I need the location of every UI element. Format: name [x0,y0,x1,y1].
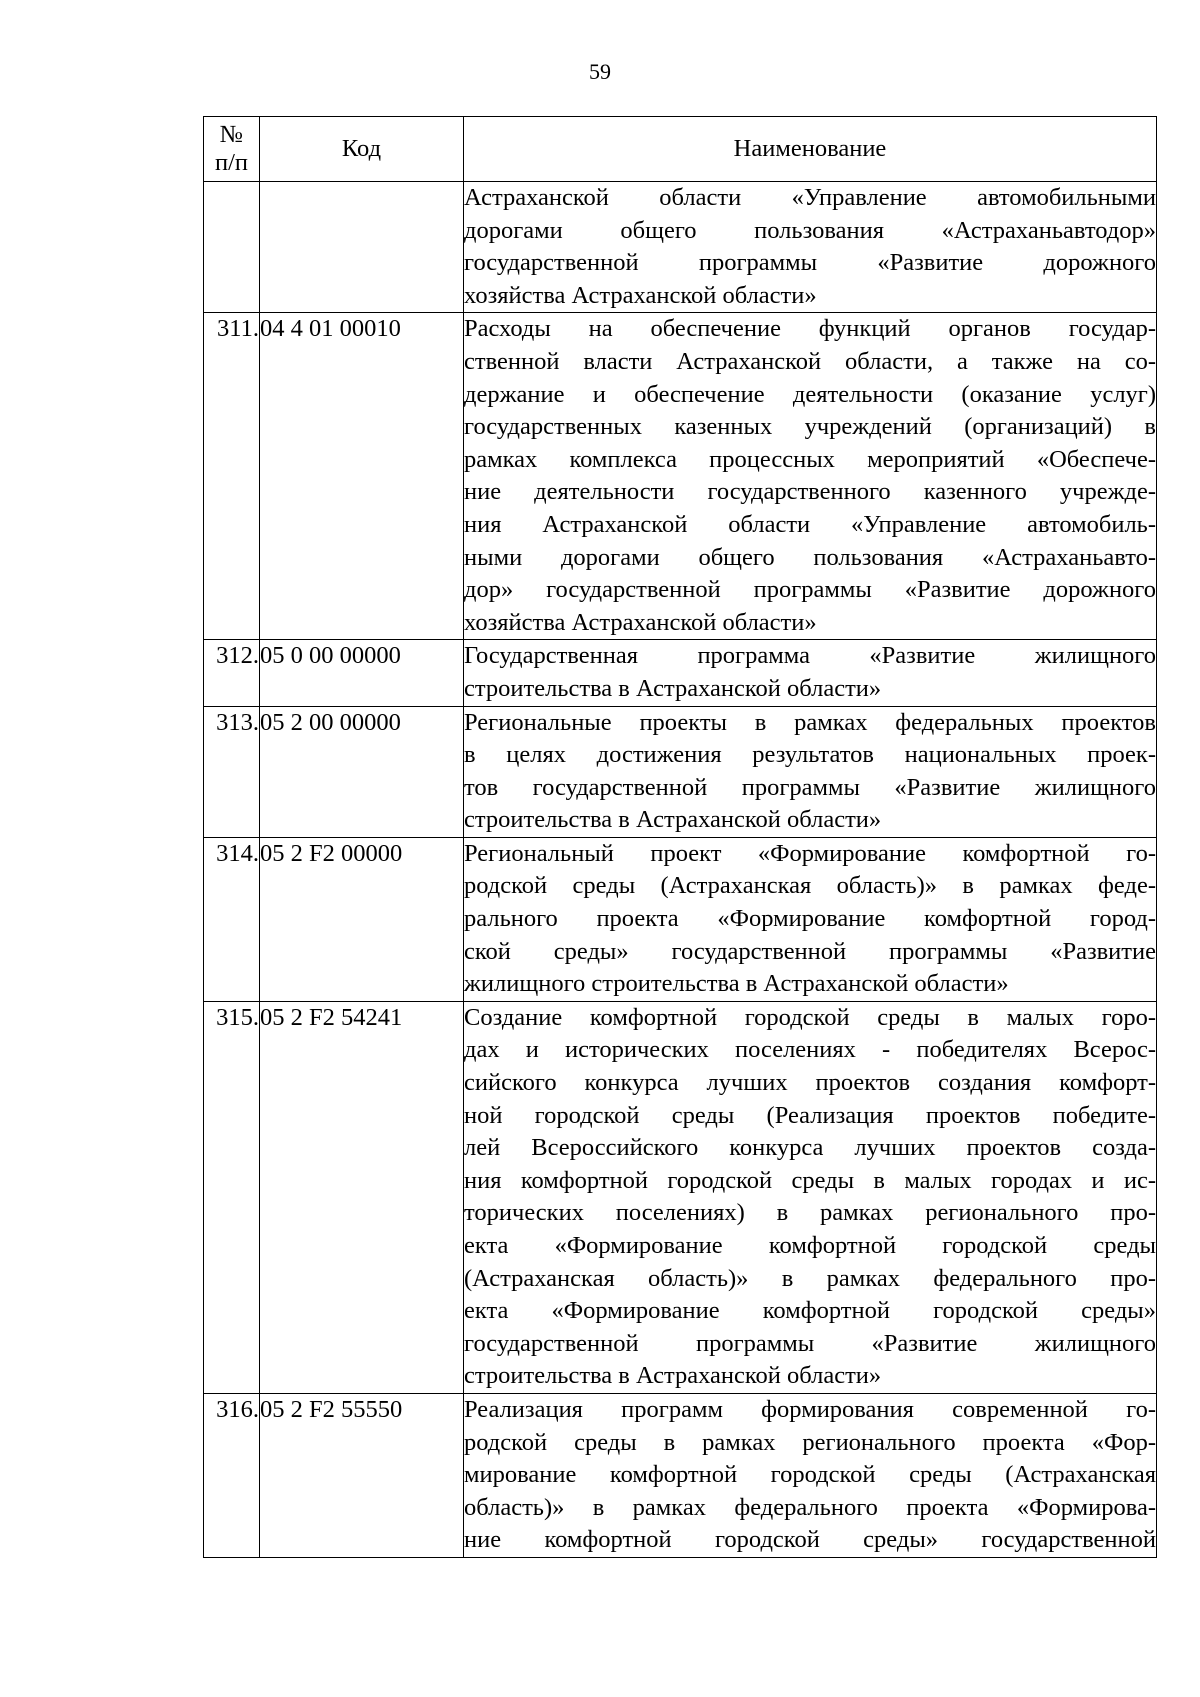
row-name-line: Астраханской области «Управление автомобильными [464,184,1156,211]
header-code-label: Код [341,134,382,162]
row-code: 05 2 00 00000 [260,706,464,837]
row-name-line: жилищного строительства в Астраханской области» [464,970,1009,998]
row-name [464,313,1157,640]
row-name-line: область)» в рамках федерального проекта «Формирова- [464,1493,1156,1521]
row-code [260,182,464,313]
row-name-line: хозяйства Астраханской области» [464,281,817,309]
row-name-line: государственной программы «Развитие жилищного [464,1329,1156,1357]
row-name-line: дах и исторических поселениях - победителях Всерос- [464,1036,1156,1064]
row-code: 05 0 00 00000 [260,640,464,706]
row-name-line: ской среды» государственной программы «Развитие [464,937,1156,965]
row-name-line: строительства в Астраханской области» [464,674,882,702]
table-body [204,182,1157,1558]
row-number: 314. [204,837,260,1001]
row-number [204,182,260,313]
row-code: 05 2 F2 55550 [260,1393,464,1557]
row-name-line: родской среды в рамках регионального проекта «Фор- [464,1428,1156,1456]
row-name-line: рамках комплекса процессных мероприятий «Обеспече- [464,445,1156,473]
row-name-line: дорогами общего пользования «Астраханьавтодор» [464,216,1156,244]
row-name-line: в целях достижения результатов национальных проек- [464,741,1156,769]
row-name-line: ственной власти Астраханской области, а также на со- [464,347,1156,375]
row-number: 315. [204,1001,260,1393]
row-name-line: лей Всероссийского конкурса лучших проектов созда- [464,1134,1156,1162]
row-code: 05 2 F2 54241 [260,1001,464,1393]
row-name [464,640,1157,706]
row-name-line: (Астраханская область)» в рамках федерального про- [464,1264,1156,1292]
row-name-line: государственной программы «Развитие дорожного [464,249,1156,277]
row-name-line: Региональный проект «Формирование комфортной го- [464,839,1156,867]
row-name-line: ния Астраханской области «Управление автомобиль- [464,510,1156,538]
table-row [204,837,1157,1001]
row-name [464,182,1157,313]
header-num-line1: № [219,121,244,148]
row-name-line: Региональные проекты в рамках федеральных проектов [464,708,1156,736]
row-name-line: екта «Формирование комфортной городской среды» [464,1297,1156,1325]
row-name-line: тов государственной программы «Развитие жилищного [464,773,1156,801]
row-name [464,1001,1157,1393]
row-name-line: строительства в Астраханской области» [464,806,882,834]
row-name-line: хозяйства Астраханской области» [464,608,817,636]
row-number: 311. [204,313,260,640]
page-number: 59 [589,59,611,84]
table-row [204,313,1157,640]
table-row [204,640,1157,706]
header-code [260,117,464,182]
row-name-line: ными дорогами общего пользования «Астраханьавто- [464,543,1156,571]
table-row [204,1393,1157,1557]
row-number: 312. [204,640,260,706]
header-name-label: Наименование [733,134,887,162]
header-num-line2: п/п [214,149,249,176]
row-code: 04 4 01 00010 [260,313,464,640]
row-name-line: ния комфортной городской среды в малых городах и ис- [464,1166,1156,1194]
table-row [204,1001,1157,1393]
row-name-line: строительства в Астраханской области» [464,1362,882,1390]
row-name-line: дор» государственной программы «Развитие дорожного [464,576,1156,604]
row-name-line: Государственная программа «Развитие жилищного [464,642,1156,670]
row-name-line: Создание комфортной городской среды в малых горо- [464,1003,1156,1031]
row-name-line: торических поселениях) в рамках регионального про- [464,1199,1156,1227]
row-name-line: сийского конкурса лучших проектов создания комфорт- [464,1069,1156,1097]
row-name [464,706,1157,837]
row-name-line: ние комфортной городской среды» государственной [464,1526,1156,1554]
row-name-line: ние деятельности государственного казенного учрежде- [464,478,1156,506]
header-num [204,117,260,182]
row-name-line: мирование комфортной городской среды (Астраханская [464,1461,1156,1489]
row-name-line: рального проекта «Формирование комфортной город- [464,905,1156,933]
row-code: 05 2 F2 00000 [260,837,464,1001]
row-name [464,1393,1157,1557]
row-name-line: родской среды (Астраханская область)» в рамках феде- [464,872,1156,900]
row-name-line: Реализация программ формирования современной го- [464,1395,1156,1423]
row-name-line: Расходы на обеспечение функций органов государ- [464,315,1156,343]
row-number: 313. [204,706,260,837]
table-header-row [204,117,1157,182]
row-number: 316. [204,1393,260,1557]
row-name-line: государственных казенных учреждений (организаций) в [464,413,1156,441]
budget-classification-table [203,116,1157,1558]
header-name [464,117,1157,182]
row-name-line: ной городской среды (Реализация проектов победите- [464,1101,1156,1129]
row-name-line: держание и обеспечение деятельности (оказание услуг) [464,380,1156,408]
row-name [464,837,1157,1001]
row-name-line: екта «Формирование комфортной городской среды [464,1232,1156,1259]
table-row [204,182,1157,313]
table-row [204,706,1157,837]
